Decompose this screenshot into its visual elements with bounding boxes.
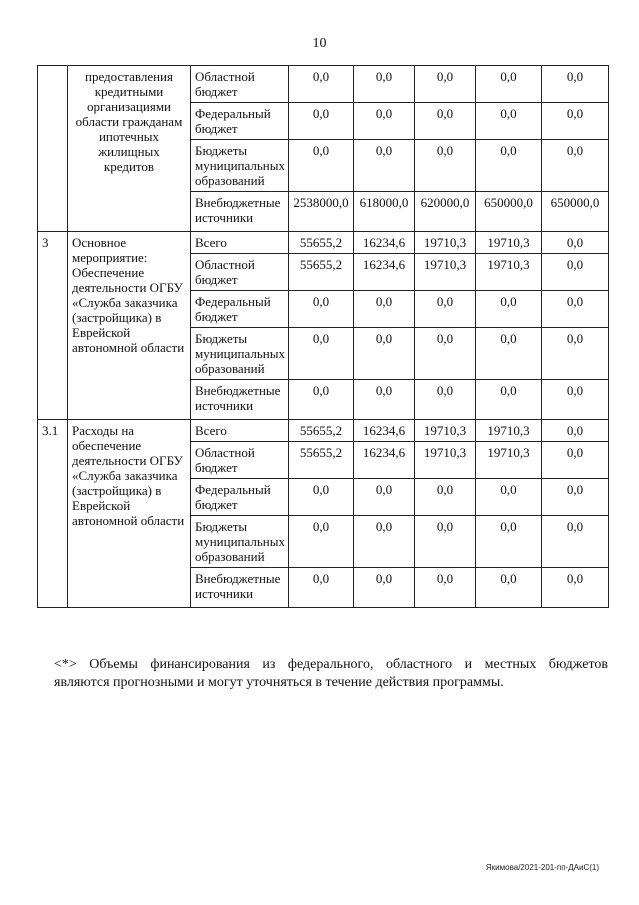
amount-cell: 19710,3	[476, 232, 542, 254]
row-number-cell: 3	[38, 232, 68, 420]
amount-cell: 0,0	[289, 328, 354, 380]
amount-cell: 0,0	[542, 66, 609, 103]
amount-cell: 620000,0	[415, 192, 476, 232]
amount-cell: 55655,2	[289, 442, 354, 479]
amount-cell: 0,0	[354, 291, 415, 328]
amount-cell: 19710,3	[415, 442, 476, 479]
table-row	[38, 420, 609, 442]
footnote	[54, 656, 608, 692]
amount-cell: 16234,6	[354, 254, 415, 291]
amount-cell: 19710,3	[415, 232, 476, 254]
table-row	[38, 232, 609, 254]
amount-cell: 0,0	[415, 328, 476, 380]
amount-cell: 0,0	[354, 140, 415, 192]
funding-source-cell: Областной бюджет	[191, 442, 289, 479]
amount-cell: 55655,2	[289, 420, 354, 442]
amount-cell: 19710,3	[476, 420, 542, 442]
funding-source-cell: Всего	[191, 420, 289, 442]
funding-source-cell: Всего	[191, 232, 289, 254]
funding-source-cell: Федеральный бюджет	[191, 103, 289, 140]
funding-source-cell: Бюджеты муниципальных образований	[191, 328, 289, 380]
amount-cell: 0,0	[542, 568, 609, 608]
row-number-cell	[38, 66, 68, 232]
row-number-cell: 3.1	[38, 420, 68, 608]
amount-cell: 0,0	[476, 380, 542, 420]
amount-cell: 0,0	[415, 568, 476, 608]
amount-cell: 0,0	[542, 516, 609, 568]
amount-cell: 0,0	[476, 568, 542, 608]
amount-cell: 0,0	[542, 328, 609, 380]
amount-cell: 0,0	[476, 103, 542, 140]
funding-source-cell: Бюджеты муниципальных образований	[191, 140, 289, 192]
amount-cell: 0,0	[542, 380, 609, 420]
amount-cell: 650000,0	[542, 192, 609, 232]
amount-cell: 0,0	[289, 516, 354, 568]
amount-cell: 0,0	[476, 66, 542, 103]
amount-cell: 0,0	[354, 380, 415, 420]
amount-cell: 0,0	[476, 328, 542, 380]
amount-cell: 0,0	[354, 103, 415, 140]
amount-cell: 0,0	[542, 420, 609, 442]
funding-source-cell: Внебюджетные источники	[191, 192, 289, 232]
amount-cell: 0,0	[289, 140, 354, 192]
amount-cell: 0,0	[415, 516, 476, 568]
amount-cell: 16234,6	[354, 420, 415, 442]
amount-cell: 55655,2	[289, 232, 354, 254]
amount-cell: 0,0	[542, 442, 609, 479]
funding-source-cell: Федеральный бюджет	[191, 479, 289, 516]
amount-cell: 19710,3	[415, 420, 476, 442]
amount-cell: 19710,3	[476, 442, 542, 479]
measure-description-cell: Основное мероприятие: Обеспечение деятельности ОГБУ «Служба заказчика (застройщика) в Еврейской автономной области	[68, 232, 191, 420]
funding-source-cell: Областной бюджет	[191, 66, 289, 103]
amount-cell: 0,0	[476, 479, 542, 516]
amount-cell: 0,0	[542, 254, 609, 291]
amount-cell: 650000,0	[476, 192, 542, 232]
amount-cell: 0,0	[354, 516, 415, 568]
amount-cell: 0,0	[289, 291, 354, 328]
amount-cell: 0,0	[354, 568, 415, 608]
amount-cell: 0,0	[542, 479, 609, 516]
amount-cell: 16234,6	[354, 232, 415, 254]
amount-cell: 0,0	[415, 140, 476, 192]
amount-cell: 0,0	[476, 516, 542, 568]
document-code: Якимова/2021-201-пп-ДАиС(1)	[485, 863, 599, 872]
amount-cell: 19710,3	[415, 254, 476, 291]
measure-description-cell: Расходы на обеспечение деятельности ОГБУ «Служба заказчика (застройщика) в Еврейской автономной области	[68, 420, 191, 608]
financing-table	[37, 65, 609, 608]
amount-cell: 0,0	[542, 291, 609, 328]
funding-source-cell: Областной бюджет	[191, 254, 289, 291]
page-number: 10	[312, 36, 327, 51]
amount-cell: 0,0	[415, 103, 476, 140]
amount-cell: 0,0	[289, 568, 354, 608]
amount-cell: 0,0	[289, 380, 354, 420]
amount-cell: 0,0	[289, 66, 354, 103]
amount-cell: 0,0	[415, 479, 476, 516]
amount-cell: 0,0	[354, 328, 415, 380]
amount-cell: 0,0	[354, 479, 415, 516]
amount-cell: 2538000,0	[289, 192, 354, 232]
amount-cell: 0,0	[415, 66, 476, 103]
amount-cell: 0,0	[415, 291, 476, 328]
footnote-line-1: <*> Объемы финансирования из федерального, областного и местных бюджетов	[54, 657, 608, 672]
amount-cell: 0,0	[415, 380, 476, 420]
footnote-line-2: являются прогнозными и могут уточняться в течение действия программы.	[54, 675, 504, 690]
amount-cell: 618000,0	[354, 192, 415, 232]
amount-cell: 0,0	[289, 479, 354, 516]
amount-cell: 0,0	[476, 291, 542, 328]
amount-cell: 55655,2	[289, 254, 354, 291]
amount-cell: 0,0	[354, 66, 415, 103]
amount-cell: 0,0	[542, 232, 609, 254]
amount-cell: 19710,3	[476, 254, 542, 291]
funding-source-cell: Внебюджетные источники	[191, 380, 289, 420]
measure-description-cell: предоставления кредитными организациями области гражданам ипотечных жилищных кредитов	[68, 66, 191, 232]
funding-source-cell: Бюджеты муниципальных образований	[191, 516, 289, 568]
funding-source-cell: Федеральный бюджет	[191, 291, 289, 328]
amount-cell: 0,0	[476, 140, 542, 192]
amount-cell: 0,0	[542, 140, 609, 192]
amount-cell: 0,0	[542, 103, 609, 140]
table-row	[38, 66, 609, 103]
amount-cell: 16234,6	[354, 442, 415, 479]
amount-cell: 0,0	[289, 103, 354, 140]
funding-source-cell: Внебюджетные источники	[191, 568, 289, 608]
